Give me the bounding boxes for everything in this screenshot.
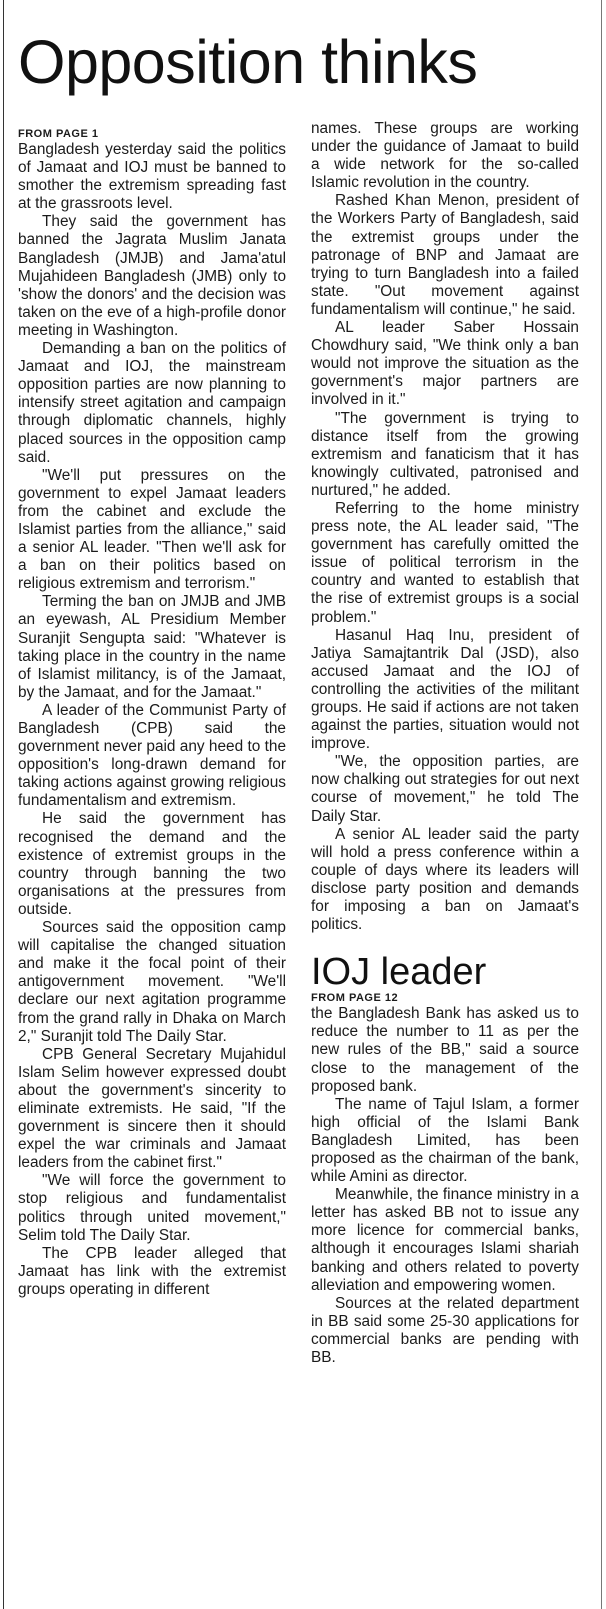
article-paragraph: CPB General Secretary Mujahidul Islam Selim however expressed doubt about the government's sincerity to eliminate extremists. He said, "If the government is sincere then it should expel the war criminals and Jamaat leaders from the cabinet first.": [18, 1045, 286, 1172]
article-paragraph: Bangladesh yesterday said the politics of Jamaat and IOJ must be banned to smother the extremism spreading fast at the grassroots level.: [18, 141, 286, 213]
article-paragraph: They said the government has banned the Jagrata Muslim Janata Bangladesh (JMJB) and Jama'atul Mujahideen Bangladesh (JMB) only to 'show the donors' and the decision was taken on the eve of a high-profile donor meeting in Washington.: [18, 213, 286, 339]
article-paragraph: Referring to the home ministry press note, the AL leader said, "The government has carefully omitted the issue of political terrorism in the country and wanted to establish that the rise of extremist groups is a social problem.": [311, 499, 579, 626]
jump-line: FROM PAGE 1: [18, 128, 99, 140]
page-headline: Opposition thinks: [18, 28, 478, 96]
article-paragraph: He said the government has recognised the demand and the existence of extremist groups in the country through banning the two organisations at the pressures from outside.: [18, 810, 286, 918]
page-edge-rule: [3, 0, 4, 1609]
article-column-right: [311, 120, 579, 1367]
article-paragraph: The CPB leader alleged that Jamaat has link with the extremist groups operating in different: [18, 1244, 286, 1298]
article-column-left: [18, 128, 286, 1299]
article-paragraph: the Bangladesh Bank has asked us to reduce the number to 11 as per the new rules of the BB," said a source close to the management of the proposed bank.: [311, 1005, 579, 1095]
article-paragraph: Hasanul Haq Inu, president of Jatiya Samajtantrik Dal (JSD), also accused Jamaat and the IOJ of controlling the activities of the militant groups. He said if actions are not taken against the parties, situation would not improve.: [311, 626, 579, 753]
article-paragraph: The name of Tajul Islam, a former high official of the Islami Bank Bangladesh Limited, has been proposed as the chairman of the bank, while Amini as director.: [311, 1095, 579, 1186]
article-paragraph: AL leader Saber Hossain Chowdhury said, "We think only a ban would not improve the situation as the government's major partners are involved in it.": [311, 319, 579, 409]
article-paragraph: Demanding a ban on the politics of Jamaat and IOJ, the mainstream opposition parties are now planning to intensify street agitation and campaign through diplomatic channels, highly placed sources in the opposition camp said.: [18, 340, 286, 466]
jump-line: FROM PAGE 12: [311, 992, 399, 1005]
article-paragraph: Sources at the related department in BB said some 25-30 applications for commercial banks are pending with BB.: [311, 1294, 579, 1366]
article-paragraph: "We'll put pressures on the government to expel Jamaat leaders from the cabinet and exclude the Islamist parties from the alliance," said a senior AL leader. "Then we'll ask for a ban on their politics based on religious extremism and terrorism.": [18, 466, 286, 593]
second-story-headline: IOJ leader: [311, 951, 487, 994]
article-paragraph: Rashed Khan Menon, president of the Workers Party of Bangladesh, said the extremist groups under the patronage of BNP and Jamaat are trying to turn Bangladesh into a failed state. "Out movement against fundamentalism will continue," he said.: [311, 192, 579, 318]
article-paragraph: "The government is trying to distance itself from the growing extremism and fanaticism that it has knowingly cultivated, patronised and nurtured," he added.: [311, 409, 579, 499]
article-paragraph: A senior AL leader said the party will hold a press conference within a couple of days where its leaders will disclose party position and demands for imposing a ban on Jamaat's politics.: [311, 825, 579, 934]
article-paragraph: Sources said the opposition camp will capitalise the changed situation and make it the focal point of their antigovernment movement. "We'll declare our next agitation programme from the grand rally in Dhaka on March 2," Suranjit told The Daily Star.: [18, 919, 286, 1045]
article-paragraph: Terming the ban on JMJB and JMB an eyewash, AL Presidium Member Suranjit Sengupta said: "Whatever is taking place in the country in the name of Islamist militancy, is of the Jamaat, by the Jamaat, and for the Jamaat.": [18, 593, 286, 701]
page-edge-rule: [601, 0, 602, 1609]
article-paragraph: Meanwhile, the finance ministry in a letter has asked BB not to issue any more licence for commercial banks, although it encourages Islami shariah banking and others related to poverty alleviation and empowering women.: [311, 1186, 579, 1294]
article-paragraph: A leader of the Communist Party of Bangladesh (CPB) said the government never paid any heed to the opposition's long-drawn demand for taking actions against growing religious fundamentalism and extremism.: [18, 701, 286, 810]
article-paragraph: "We will force the government to stop religious and fundamentalist politics through united movement," Selim told The Daily Star.: [18, 1172, 286, 1244]
article-paragraph: "We, the opposition parties, are now chalking out strategies for out next course of movement," he told The Daily Star.: [311, 753, 579, 825]
article-paragraph: names. These groups are working under the guidance of Jamaat to build a wide network for the so-called Islamic revolution in the country.: [311, 120, 579, 192]
